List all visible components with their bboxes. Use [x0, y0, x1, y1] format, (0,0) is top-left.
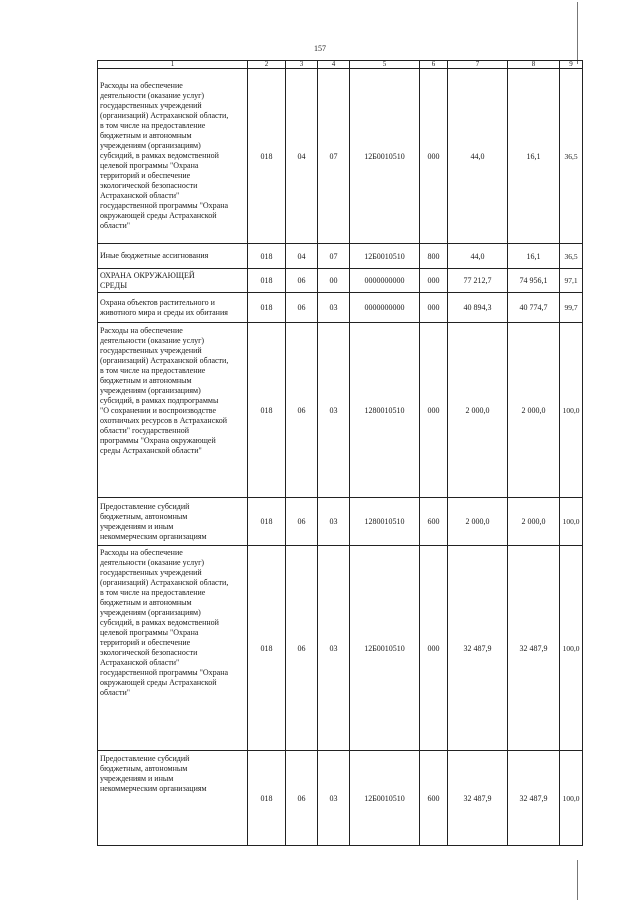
planned-amount: 2 000,0 [448, 498, 508, 546]
subsection-code: 03 [318, 498, 350, 546]
expense-type-code: 800 [420, 244, 448, 269]
planned-amount: 40 894,3 [448, 293, 508, 323]
column-header: 1 [98, 61, 248, 69]
planned-amount: 44,0 [448, 69, 508, 244]
table-row [98, 244, 583, 269]
row-name: Расходы на обеспечение деятельности (оказание услуг) государственных учреждений (организаций) Астраханской области, в том числе на предоставление бюджетным и автономным учреждениям (организациям) субсидий, в рамках ведомственной целевой программы "Охрана территорий и обеспечение экологической безопасности Астраханской области" государственной программы "Охрана окружающей среды Астраханской области" [98, 546, 248, 751]
expense-type-code: 000 [420, 269, 448, 293]
table-row [98, 293, 583, 323]
subsection-code: 03 [318, 546, 350, 751]
section-code: 06 [286, 323, 318, 498]
admin-code: 018 [248, 498, 286, 546]
expense-type-code: 000 [420, 293, 448, 323]
page-number: 157 [314, 44, 326, 53]
execution-percent: 100,0 [560, 751, 583, 846]
admin-code: 018 [248, 323, 286, 498]
table-row [98, 498, 583, 546]
executed-amount: 32 487,9 [508, 751, 560, 846]
execution-percent: 99,7 [560, 293, 583, 323]
table-row [98, 323, 583, 498]
row-name: Охрана объектов растительного и животного мира и среды их обитания [98, 293, 248, 323]
planned-amount: 2 000,0 [448, 323, 508, 498]
subsection-code: 07 [318, 244, 350, 269]
section-code: 06 [286, 269, 318, 293]
row-name: Расходы на обеспечение деятельности (оказание услуг) государственных учреждений (организаций) Астраханской области, в том числе на предоставление бюджетным и автономным учреждениям (организациям) субсидий, в рамках подпрограммы "О сохранении и воспроизводстве охотничьих ресурсов в Астраханской области" государственной программы "Охрана окружающей среды Астраханской области" [98, 323, 248, 498]
executed-amount: 40 774,7 [508, 293, 560, 323]
admin-code: 018 [248, 293, 286, 323]
target-code: 1280010510 [350, 323, 420, 498]
table-row [98, 269, 583, 293]
admin-code: 018 [248, 751, 286, 846]
admin-code: 018 [248, 546, 286, 751]
row-name: ОХРАНА ОКРУЖАЮЩЕЙ СРЕДЫ [98, 269, 248, 293]
row-name: Расходы на обеспечение деятельности (оказание услуг) государственных учреждений (организаций) Астраханской области, в том числе на предоставление бюджетным и автономным учреждениям (организациям) субсидий, в рамках ведомственной целевой программы "Охрана территорий и обеспечение экологической безопасности Астраханской области" государственной программы "Охрана окружающей среды Астраханской области" [98, 69, 248, 244]
target-code: 12Б0010510 [350, 69, 420, 244]
section-code: 06 [286, 293, 318, 323]
table-header-row [98, 61, 583, 69]
executed-amount: 16,1 [508, 244, 560, 269]
subsection-code: 03 [318, 293, 350, 323]
expense-type-code: 000 [420, 323, 448, 498]
subsection-code: 00 [318, 269, 350, 293]
expense-type-code: 000 [420, 546, 448, 751]
target-code: 0000000000 [350, 269, 420, 293]
table-row [98, 546, 583, 751]
planned-amount: 32 487,9 [448, 546, 508, 751]
expense-type-code: 600 [420, 498, 448, 546]
admin-code: 018 [248, 269, 286, 293]
executed-amount: 2 000,0 [508, 498, 560, 546]
section-code: 04 [286, 69, 318, 244]
column-header: 8 [508, 61, 560, 69]
planned-amount: 44,0 [448, 244, 508, 269]
execution-percent: 36,5 [560, 244, 583, 269]
section-code: 06 [286, 751, 318, 846]
executed-amount: 16,1 [508, 69, 560, 244]
row-name: Предоставление субсидий бюджетным, автономным учреждениям и иным некоммерческим организациям [98, 751, 248, 846]
executed-amount: 74 956,1 [508, 269, 560, 293]
column-header: 2 [248, 61, 286, 69]
admin-code: 018 [248, 244, 286, 269]
column-header: 6 [420, 61, 448, 69]
scan-edge-line [577, 860, 578, 900]
planned-amount: 77 212,7 [448, 269, 508, 293]
expense-type-code: 600 [420, 751, 448, 846]
row-name: Иные бюджетные ассигнования [98, 244, 248, 269]
target-code: 0000000000 [350, 293, 420, 323]
column-header: 5 [350, 61, 420, 69]
column-header: 9 [560, 61, 583, 69]
expense-type-code: 000 [420, 69, 448, 244]
planned-amount: 32 487,9 [448, 751, 508, 846]
subsection-code: 07 [318, 69, 350, 244]
column-header: 3 [286, 61, 318, 69]
column-header: 4 [318, 61, 350, 69]
scan-edge-line [577, 2, 578, 64]
target-code: 12Б0010510 [350, 546, 420, 751]
execution-percent: 36,5 [560, 69, 583, 244]
execution-percent: 100,0 [560, 546, 583, 751]
section-code: 06 [286, 546, 318, 751]
target-code: 12Б0010510 [350, 244, 420, 269]
execution-percent: 100,0 [560, 323, 583, 498]
execution-percent: 97,1 [560, 269, 583, 293]
execution-percent: 100,0 [560, 498, 583, 546]
section-code: 06 [286, 498, 318, 546]
section-code: 04 [286, 244, 318, 269]
subsection-code: 03 [318, 751, 350, 846]
budget-table [97, 60, 583, 846]
executed-amount: 2 000,0 [508, 323, 560, 498]
table-row [98, 751, 583, 846]
subsection-code: 03 [318, 323, 350, 498]
executed-amount: 32 487,9 [508, 546, 560, 751]
admin-code: 018 [248, 69, 286, 244]
row-name: Предоставление субсидий бюджетным, автономным учреждениям и иным некоммерческим организациям [98, 498, 248, 546]
target-code: 12Б0010510 [350, 751, 420, 846]
table-row [98, 69, 583, 244]
target-code: 1280010510 [350, 498, 420, 546]
column-header: 7 [448, 61, 508, 69]
